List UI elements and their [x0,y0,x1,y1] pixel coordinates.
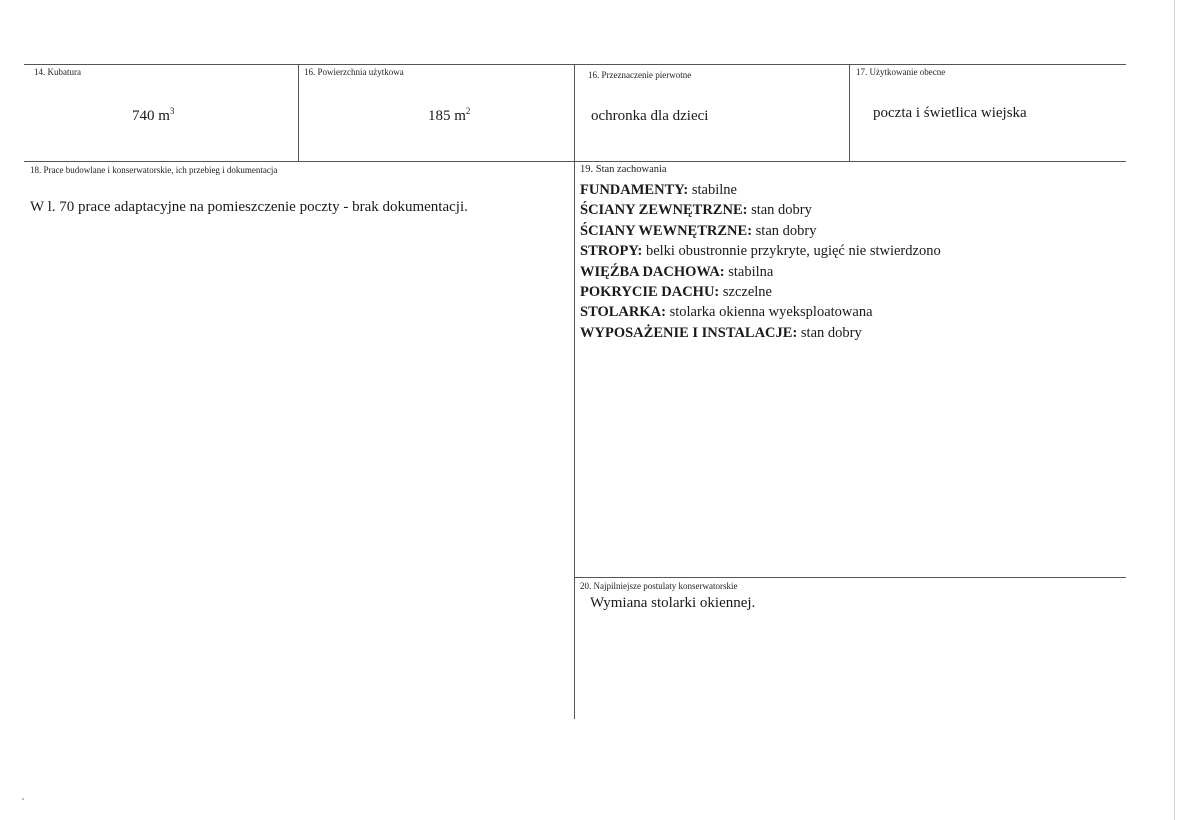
divider-14-16 [298,64,299,161]
condition-list [580,180,941,343]
condition-row-roof-truss: WIĘŹBA DACHOWA: stabilna [580,263,774,280]
scan-speck [22,798,24,800]
condition-row-ceilings: STROPY: belki obustronnie przykryte, ugięć nie stwierdzono [580,243,941,260]
condition-label: 19. Stan zachowania [580,164,667,175]
divider-16-16b [574,64,575,719]
postulates-label: 20. Najpilniejsze postulaty konserwatorskie [580,581,738,591]
section-20-border [575,577,1126,578]
condition-row-installations: WYPOSAŻENIE I INSTALACJE: stan dobry [580,324,862,341]
condition-row-exterior-walls: ŚCIANY ZEWNĘTRZNE: stan dobry [580,202,812,219]
kubatura-label: 14. Kubatura [34,67,81,77]
original-purpose-label: 16. Przeznaczenie pierwotne [588,70,692,80]
works-value: W l. 70 prace adaptacyjne na pomieszczenie poczty - brak dokumentacji. [30,199,468,215]
works-label: 18. Prace budowlane i konserwatorskie, ich przebieg i dokumentacja [30,165,278,175]
current-use-value: poczta i świetlica wiejska [873,105,1027,121]
usable-area-label: 16. Powierzchnia użytkowa [304,67,404,77]
condition-row-interior-walls: ŚCIANY WEWNĘTRZNE: stan dobry [580,222,817,239]
current-use-label: 17. Użytkowanie obecne [856,67,946,77]
condition-row-roofing: POKRYCIE DACHU: szczelne [580,284,772,301]
usable-area-value: 185 $m^2$ [428,106,471,124]
top-border [24,64,1126,65]
condition-row-joinery: STOLARKA: stolarka okienna wyeksploatowana [580,304,873,321]
divider-16b-17 [849,64,850,161]
original-purpose-value: ochronka dla dzieci [591,108,709,124]
mid-border [24,161,1126,162]
page-edge [1174,0,1175,820]
condition-row-foundations: FUNDAMENTY: stabilne [580,182,737,198]
kubatura-value: 740 $m^3$ [132,106,175,124]
postulates-value: Wymiana stolarki okiennej. [590,595,756,611]
